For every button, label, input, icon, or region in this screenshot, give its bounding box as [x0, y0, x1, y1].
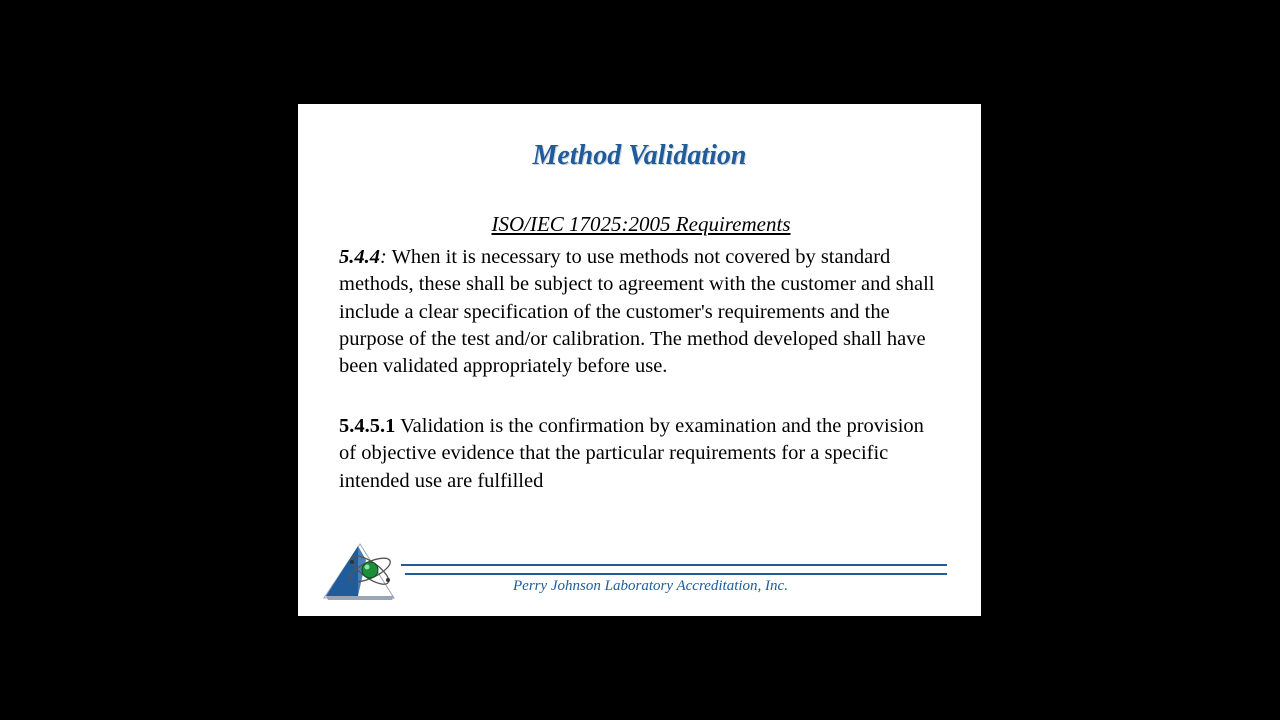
slide-title: Method Validation [532, 140, 747, 171]
footer-company-name: Perry Johnson Laboratory Accreditation, Inc. [513, 578, 788, 594]
clause-text: Validation is the confirmation by examination and the provision of objective evidence that the particular requirements for a specific intended use are fulfilled [339, 415, 924, 492]
clause-separator: : [380, 246, 387, 268]
paragraph-5-4-5-1 [339, 413, 939, 495]
slide-subtitle: ISO/IEC 17025:2005 Requirements [491, 212, 791, 236]
clause-number: 5.4.5.1 [339, 415, 396, 437]
footer-divider-top [401, 564, 947, 566]
clause-text: When it is necessary to use methods not covered by standard methods, these shall be subject to agreement with the customer and shall include a clear specification of the customer's requirements and the purpose of the test and/or calibration. The method developed shall have been validated appropriately before use. [339, 246, 935, 378]
company-logo-icon [322, 542, 398, 604]
clause-number: 5.4.4 [339, 246, 380, 268]
slide [298, 104, 981, 616]
footer-divider-bottom [405, 573, 947, 575]
paragraph-5-4-4 [339, 244, 939, 380]
